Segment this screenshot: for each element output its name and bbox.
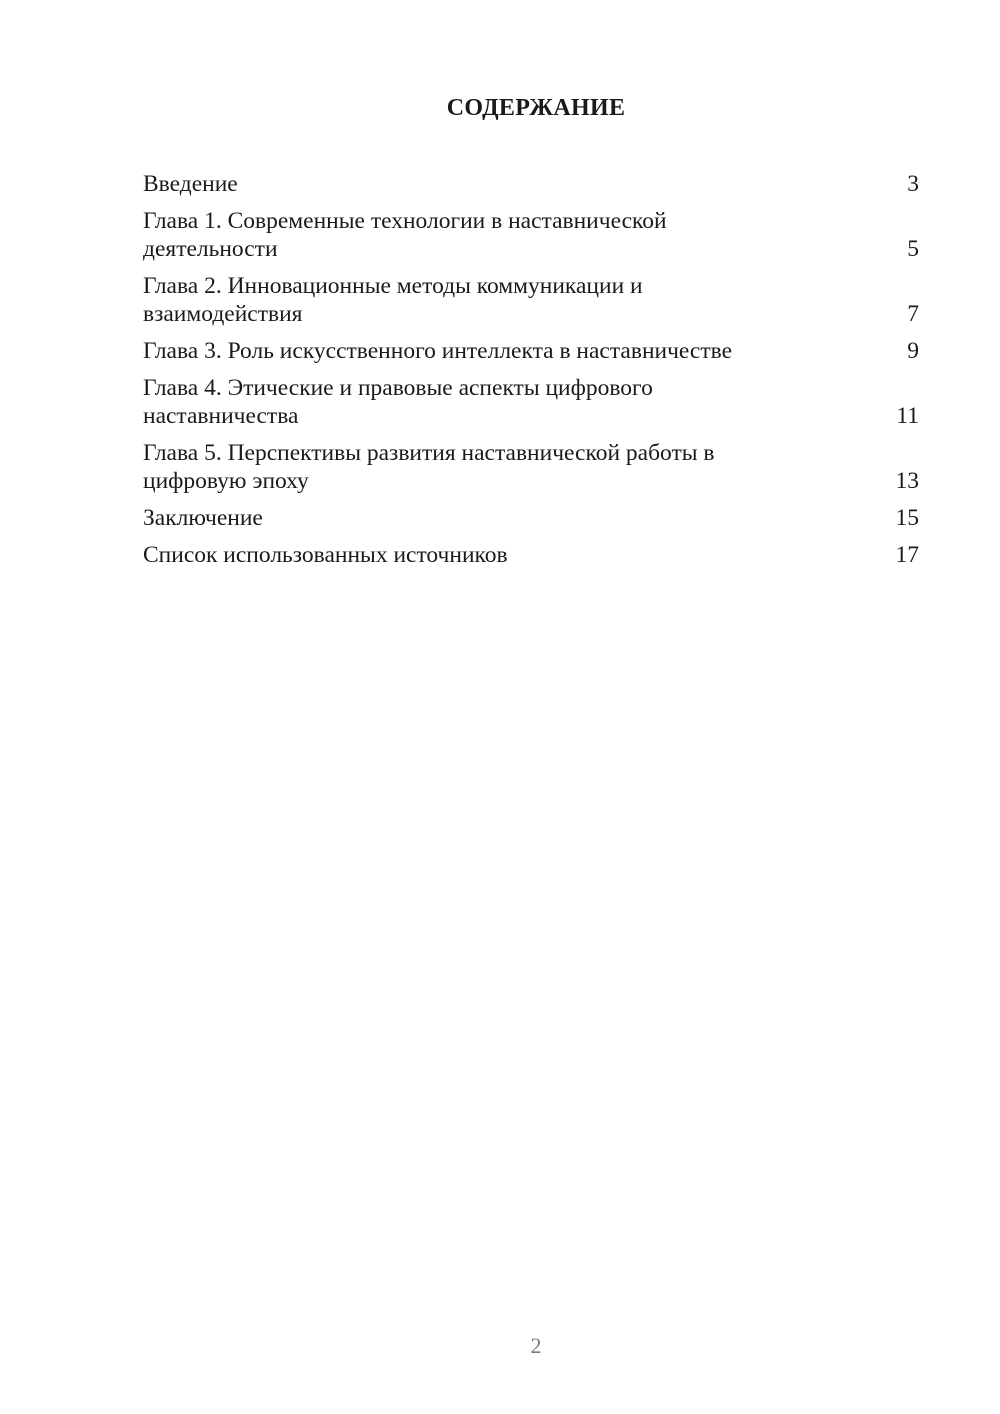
toc-entry-conclusion (143, 504, 919, 532)
toc-entry-page: 11 (896, 403, 919, 429)
toc-entry-title: Глава 3. Роль искусственного интеллекта в наставничестве (143, 338, 733, 364)
toc-entry-page: 9 (907, 338, 919, 364)
toc-entry-page: 3 (907, 171, 919, 197)
toc-entry-title: Введение (143, 171, 238, 197)
toc-entry-chapter-4 (143, 374, 919, 430)
toc-entry-chapter-1 (143, 207, 919, 263)
toc-entry-title: Заключение (143, 505, 263, 531)
page-number: 2 (530, 1333, 542, 1358)
toc-entry-page: 17 (895, 542, 919, 568)
toc-entry-title: Список использованных источников (143, 542, 508, 568)
toc-entry-references (143, 541, 919, 569)
toc-entry-chapter-3 (143, 337, 919, 365)
toc-entry-chapter-2 (143, 272, 919, 328)
table-of-contents (143, 170, 919, 578)
toc-entry-title: Глава 4. Этические и правовые аспекты цифрового наставничества (143, 375, 653, 429)
toc-heading: СОДЕРЖАНИЕ (446, 95, 626, 121)
toc-entry-page: 15 (895, 505, 919, 531)
toc-entry-title: Глава 5. Перспективы развития наставнической работы в цифровую эпоху (143, 440, 715, 494)
toc-entry-page: 13 (895, 468, 919, 494)
toc-entry-chapter-5 (143, 439, 919, 495)
toc-entry-page: 7 (907, 301, 919, 327)
toc-entry-page: 5 (907, 236, 919, 262)
toc-entry-title: Глава 2. Инновационные методы коммуникации и взаимодействия (143, 273, 643, 327)
toc-entry-introduction (143, 170, 919, 198)
toc-entry-title: Глава 1. Современные технологии в наставнической деятельности (143, 208, 667, 262)
